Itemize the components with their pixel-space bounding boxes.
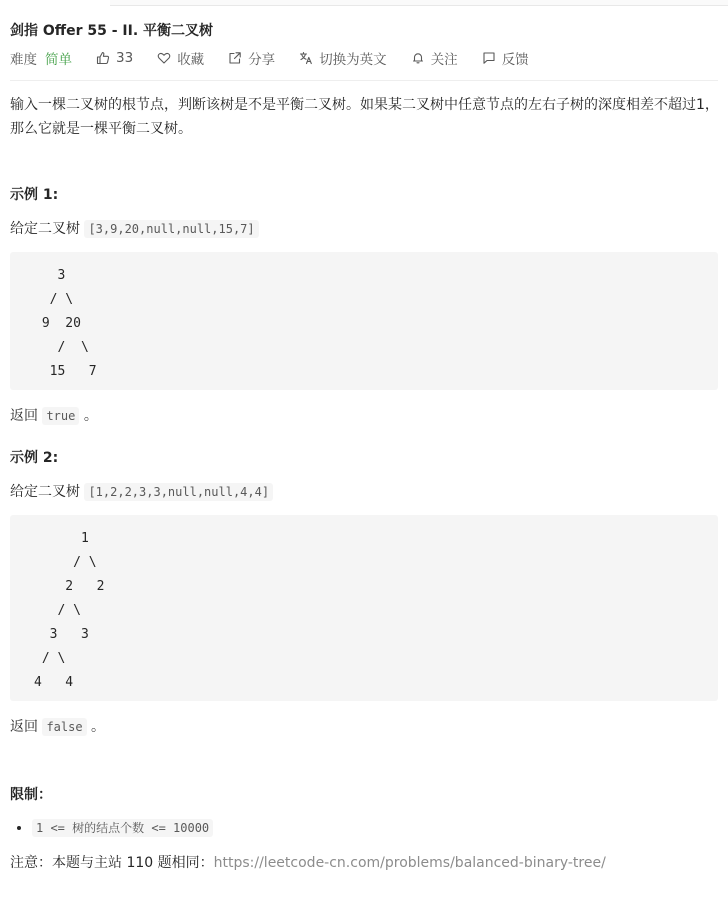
share-button[interactable] [228,48,275,68]
note [10,852,606,872]
switch-language-label: 切换为英文 [319,52,387,68]
example-1-heading: 示例 1: [10,187,59,203]
switch-language-button[interactable] [299,48,387,68]
note-label: 注意：本题与主站 110 题相同： [10,855,214,871]
feedback-label: 反馈 [501,52,529,68]
example-2-given [10,481,273,501]
translate-icon [299,51,313,65]
header-divider [10,80,718,81]
top-tab-strip [110,0,728,6]
follow-label: 关注 [430,52,458,68]
share-icon [228,51,242,65]
example-1-tree-block: 3 / \ 9 20 / \ 15 7 [10,252,718,390]
example-2-given-value: [1,2,2,3,3,null,null,4,4] [84,483,273,501]
limit-item [32,816,213,840]
example-2-heading: 示例 2: [10,450,59,466]
heart-icon [157,51,171,65]
difficulty-label: 难度 [10,52,37,68]
example-2-return-label: 返回 [10,719,38,735]
limits-heading: 限制： [10,787,52,803]
bell-icon [411,51,425,65]
example-2-return [10,716,105,736]
example-1-given-label: 给定二叉树 [10,221,80,237]
like-button[interactable] [96,50,133,66]
difficulty-badge: 简单 [45,52,72,68]
limit-item-value: 1 <= 树的结点个数 <= 10000 [32,819,213,837]
feedback-icon [482,51,496,65]
problem-title: 剑指 Offer 55 - II. 平衡二叉树 [10,23,214,39]
thumbs-up-icon [96,51,110,65]
example-1-given-value: [3,9,20,null,null,15,7] [84,220,258,238]
example-1-return [10,405,98,425]
example-1-return-end: 。 [83,408,98,424]
example-1-return-label: 返回 [10,408,38,424]
example-1-given [10,218,259,238]
like-count: 33 [116,50,134,66]
limits-list [10,816,213,840]
example-2-tree-block: 1 / \ 2 2 / \ 3 3 / \ 4 4 [10,515,718,701]
feedback-button[interactable] [482,48,529,68]
note-link[interactable]: https://leetcode-cn.com/problems/balanced-binary-tree/ [213,855,606,871]
favorite-button[interactable] [157,48,204,68]
problem-meta-bar [10,47,553,69]
example-2-given-label: 给定二叉树 [10,484,80,500]
problem-description: 输入一棵二叉树的根节点，判断该树是不是平衡二叉树。如果某二叉树中任意节点的左右子树的深度相差不超过1，那么它就是一棵平衡二叉树。 [10,97,719,137]
follow-button[interactable] [411,48,458,68]
example-2-return-value: false [42,718,86,736]
share-label: 分享 [248,52,276,68]
example-1-return-value: true [42,407,79,425]
favorite-label: 收藏 [177,52,205,68]
example-2-return-end: 。 [91,719,106,735]
